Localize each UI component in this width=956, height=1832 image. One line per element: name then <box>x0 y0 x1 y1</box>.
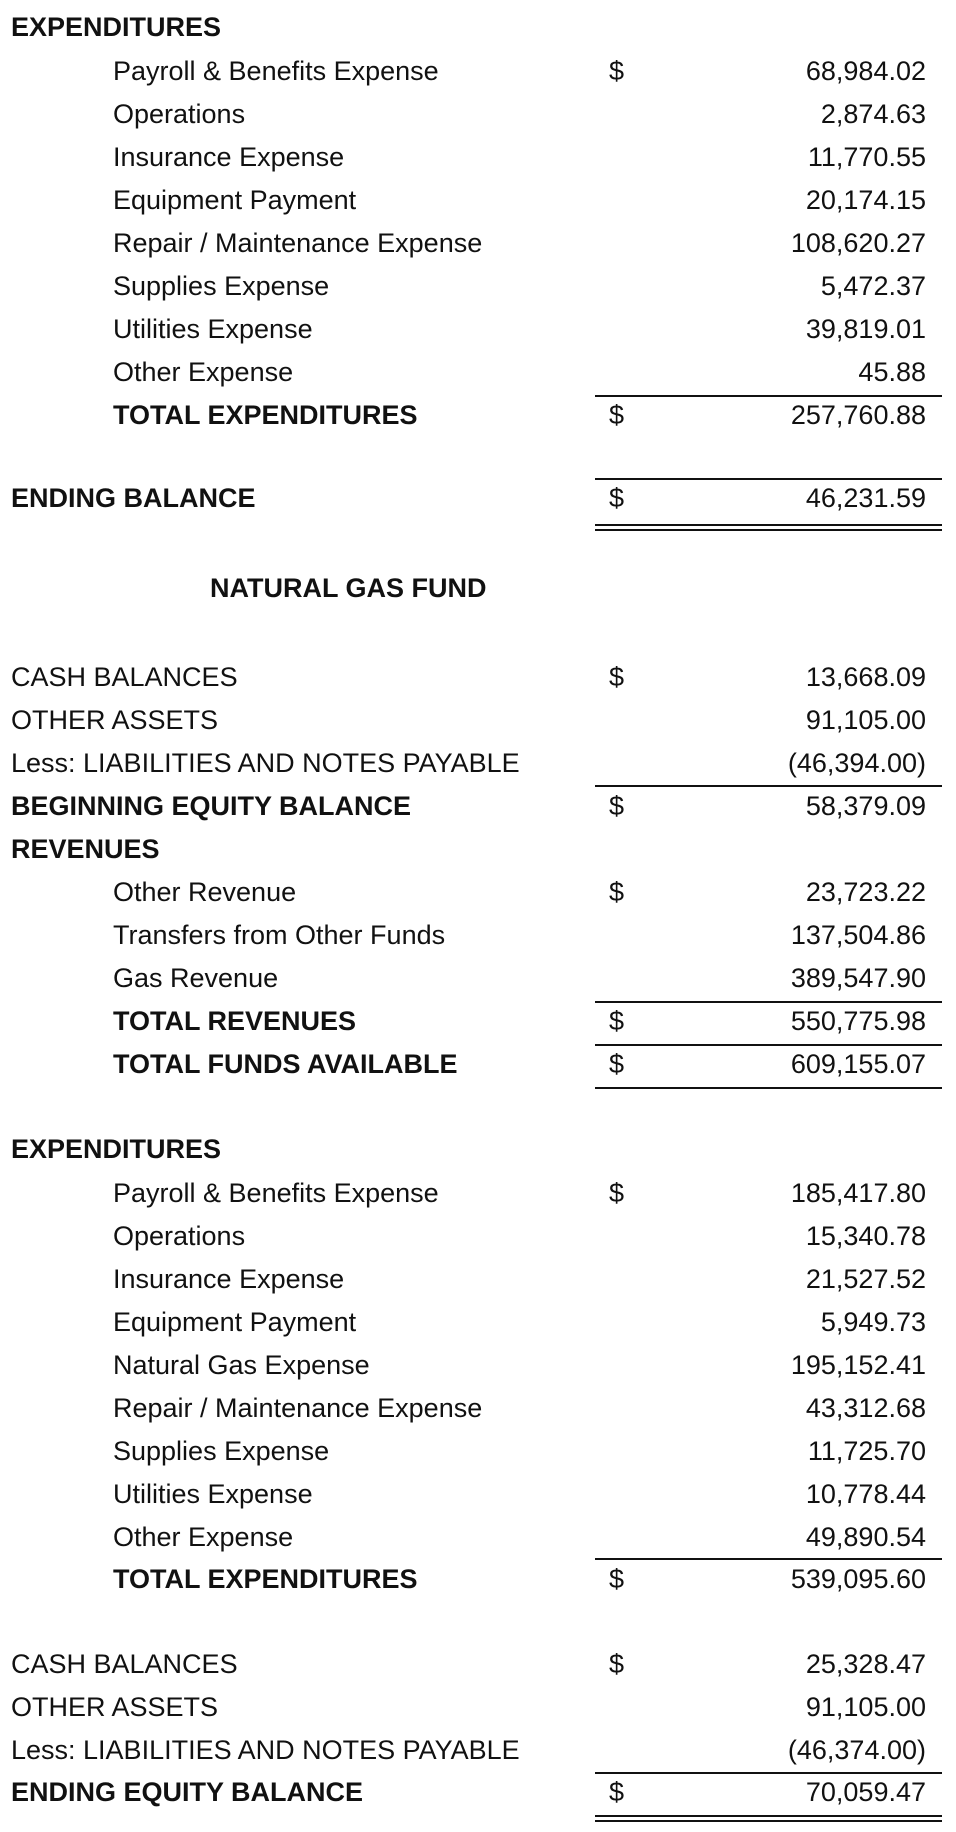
total-row <box>0 787 956 829</box>
table-row <box>0 138 956 180</box>
dollar-sign: $ <box>609 1178 625 1208</box>
row-amount: (46,374.00) <box>787 1735 926 1765</box>
rule-line <box>595 1087 942 1089</box>
row-amount: 2,874.63 <box>820 99 926 129</box>
ending-balance-row <box>0 479 956 521</box>
row-amount: 23,723.22 <box>805 877 926 907</box>
table-row <box>0 959 956 1001</box>
dollar-sign: $ <box>609 483 625 513</box>
dollar-sign: $ <box>609 1564 625 1594</box>
expenditures-heading: EXPENDITURES <box>11 1134 222 1164</box>
total-row <box>0 396 956 438</box>
row-label: Other Expense <box>113 357 294 387</box>
table-row <box>0 1260 956 1302</box>
row-label: Repair / Maintenance Expense <box>113 1393 483 1423</box>
dollar-sign: $ <box>609 1777 625 1807</box>
table-row <box>0 1518 956 1560</box>
row-label: Supplies Expense <box>113 271 330 301</box>
row-amount: 91,105.00 <box>805 705 926 735</box>
row-label: Insurance Expense <box>113 142 345 172</box>
row-amount: 21,527.52 <box>805 1264 926 1294</box>
table-row <box>0 701 956 743</box>
row-label: OTHER ASSETS <box>11 1692 219 1722</box>
row-amount: 91,105.00 <box>805 1692 926 1722</box>
row-label: Transfers from Other Funds <box>113 920 446 950</box>
table-row <box>0 1432 956 1474</box>
row-label: Utilities Expense <box>113 1479 313 1509</box>
table-row <box>0 873 956 915</box>
dollar-sign: $ <box>609 662 625 692</box>
revenues-heading: REVENUES <box>11 834 160 864</box>
row-label: Equipment Payment <box>113 185 357 215</box>
table-row <box>0 1346 956 1388</box>
double-rule-line <box>595 529 942 531</box>
table-row <box>0 1645 956 1687</box>
table-row <box>0 658 956 700</box>
row-label: Payroll & Benefits Expense <box>113 56 439 86</box>
row-amount: 108,620.27 <box>790 228 926 258</box>
table-row <box>0 52 956 94</box>
row-label: Operations <box>113 99 246 129</box>
expenditures-heading: EXPENDITURES <box>11 12 222 42</box>
total-amount: 609,155.07 <box>790 1049 926 1079</box>
row-amount: 25,328.47 <box>805 1649 926 1679</box>
row-label: Gas Revenue <box>113 963 279 993</box>
table-row <box>0 353 956 395</box>
row-label: Insurance Expense <box>113 1264 345 1294</box>
row-amount: 39,819.01 <box>805 314 926 344</box>
row-label: Payroll & Benefits Expense <box>113 1178 439 1208</box>
total-row <box>0 1560 956 1602</box>
row-label: Less: LIABILITIES AND NOTES PAYABLE <box>11 748 520 778</box>
total-label: TOTAL REVENUES <box>113 1006 357 1036</box>
total-amount: 257,760.88 <box>790 400 926 430</box>
row-amount: 43,312.68 <box>805 1393 926 1423</box>
beginning-equity-amount: 58,379.09 <box>805 791 926 821</box>
dollar-sign: $ <box>609 1649 625 1679</box>
table-row <box>0 1217 956 1259</box>
row-label: Other Revenue <box>113 877 297 907</box>
row-amount: 11,770.55 <box>807 142 926 172</box>
row-label: CASH BALANCES <box>11 1649 238 1679</box>
row-amount: (46,394.00) <box>787 748 926 778</box>
table-row <box>0 916 956 958</box>
table-row <box>0 1731 956 1773</box>
total-row <box>0 1045 956 1087</box>
section-heading-expenditures <box>0 8 956 50</box>
total-amount: 550,775.98 <box>790 1006 926 1036</box>
section-heading-expenditures <box>0 1130 956 1172</box>
row-amount: 137,504.86 <box>790 920 926 950</box>
table-row <box>0 224 956 266</box>
dollar-sign: $ <box>609 1006 625 1036</box>
row-amount: 11,725.70 <box>807 1436 926 1466</box>
ending-equity-label: ENDING EQUITY BALANCE <box>11 1777 364 1807</box>
row-label: CASH BALANCES <box>11 662 238 692</box>
row-amount: 13,668.09 <box>805 662 926 692</box>
row-amount: 20,174.15 <box>805 185 926 215</box>
table-row <box>0 1174 956 1216</box>
row-label: Operations <box>113 1221 246 1251</box>
row-amount: 389,547.90 <box>790 963 926 993</box>
table-row <box>0 1688 956 1730</box>
fund-title: NATURAL GAS FUND <box>210 573 487 603</box>
row-amount: 185,417.80 <box>790 1178 926 1208</box>
row-amount: 10,778.44 <box>805 1479 926 1509</box>
dollar-sign: $ <box>609 877 625 907</box>
dollar-sign: $ <box>609 791 625 821</box>
ending-balance-label: ENDING BALANCE <box>11 483 256 513</box>
dollar-sign: $ <box>609 56 625 86</box>
row-amount: 45.88 <box>858 357 926 387</box>
table-row <box>0 1475 956 1517</box>
table-row <box>0 744 956 786</box>
row-amount: 15,340.78 <box>805 1221 926 1251</box>
table-row <box>0 267 956 309</box>
total-label: TOTAL EXPENDITURES <box>113 1564 418 1594</box>
dollar-sign: $ <box>609 1049 625 1079</box>
row-amount: 49,890.54 <box>805 1522 926 1552</box>
total-label: TOTAL EXPENDITURES <box>113 400 418 430</box>
row-amount: 68,984.02 <box>805 56 926 86</box>
total-amount: 539,095.60 <box>790 1564 926 1594</box>
total-row <box>0 1002 956 1044</box>
table-row <box>0 181 956 223</box>
row-amount: 5,472.37 <box>820 271 926 301</box>
row-label: Supplies Expense <box>113 1436 330 1466</box>
ending-equity-row <box>0 1773 956 1815</box>
dollar-sign: $ <box>609 400 625 430</box>
total-label: TOTAL FUNDS AVAILABLE <box>113 1049 458 1079</box>
row-label: Less: LIABILITIES AND NOTES PAYABLE <box>11 1735 520 1765</box>
table-row <box>0 1303 956 1345</box>
row-label: Utilities Expense <box>113 314 313 344</box>
table-row <box>0 1389 956 1431</box>
ending-balance-amount: 46,231.59 <box>805 483 926 513</box>
row-amount: 195,152.41 <box>790 1350 926 1380</box>
row-label: Other Expense <box>113 1522 294 1552</box>
beginning-equity-label: BEGINNING EQUITY BALANCE <box>11 791 412 821</box>
double-rule-line <box>595 1815 942 1817</box>
table-row <box>0 310 956 352</box>
row-label: Equipment Payment <box>113 1307 357 1337</box>
double-rule-line <box>595 1820 942 1822</box>
row-label: Natural Gas Expense <box>113 1350 370 1380</box>
row-label: Repair / Maintenance Expense <box>113 228 483 258</box>
row-amount: 5,949.73 <box>820 1307 926 1337</box>
section-heading-revenues <box>0 830 956 872</box>
ending-equity-amount: 70,059.47 <box>805 1777 926 1807</box>
row-label: OTHER ASSETS <box>11 705 219 735</box>
double-rule-line <box>595 524 942 526</box>
table-row <box>0 95 956 137</box>
